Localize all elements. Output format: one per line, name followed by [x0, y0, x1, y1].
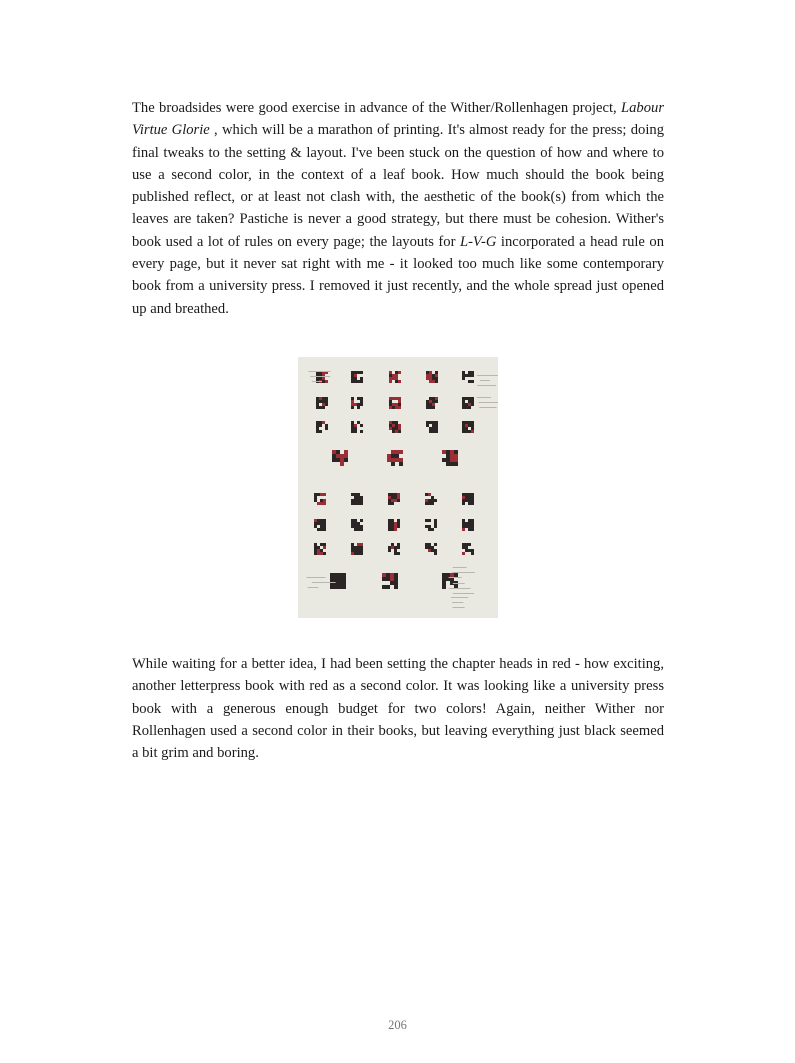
pencil-note	[449, 577, 462, 578]
layout-thumbnail	[314, 543, 326, 555]
layout-thumbnail	[330, 573, 346, 589]
layout-thumbnail	[351, 519, 363, 531]
layout-thumbnail	[382, 573, 398, 589]
paragraph-2-text: While waiting for a better idea, I had been setting the chapter heads in red - how exciting, another letterpress book with red as a second color. It was looking like a university press book with a generous enough budget for two colors! Again, neither Wither nor Rollenhagen used a second color in their books, but leaving everything just black seemed a bit grim and boring.	[132, 656, 664, 762]
layout-thumbnail	[351, 371, 363, 383]
layout-thumbnail	[426, 371, 438, 383]
paragraph-1-text-a: The broadsides were good exercise in advance of the Wither/Rollenhagen project,	[132, 100, 622, 116]
paragraph-2	[132, 653, 664, 764]
layout-thumbnail	[462, 493, 474, 505]
layout-thumbnail	[388, 543, 400, 555]
pencil-note	[449, 588, 471, 589]
layout-thumbnail	[462, 421, 474, 433]
paragraph-1-text-c: incorporated a head rule on every page, but it never sat right with me - it looked too much like some contemporary book from a university press. I removed it just recently, and the whole spread just opened up and breathed.	[132, 233, 664, 317]
pencil-note	[308, 371, 330, 372]
layout-thumbnail	[387, 450, 403, 466]
layout-thumbnail	[351, 543, 363, 555]
pencil-note	[477, 385, 496, 386]
layout-thumbnail	[425, 493, 437, 505]
layout-thumbnail	[351, 493, 363, 505]
pencil-note	[310, 376, 330, 377]
page-number: 206	[388, 1018, 407, 1032]
pencil-note	[452, 572, 475, 573]
layout-thumbnail	[314, 493, 326, 505]
layout-thumbnail	[442, 450, 458, 466]
pencil-note	[312, 582, 336, 583]
layout-thumbnail	[332, 450, 348, 466]
book-title-lvg: L-V-G	[459, 233, 497, 250]
pencil-note	[479, 407, 496, 408]
pencil-note	[312, 381, 322, 382]
layout-thumbnail	[425, 519, 437, 531]
layout-sheet-photo-image	[298, 357, 498, 618]
layout-thumbnail	[462, 543, 474, 555]
layout-thumbnail	[462, 371, 474, 383]
layout-thumbnail	[351, 397, 363, 409]
paragraph-1-text-b: , which will be a marathon of printing. It's almost ready for the press; doing final tweaks to the setting & layout. I've been stuck on the question of how and where to use a second color, in the context of a leaf book. How much should the book being published reflect, or at least not clash with, the aesthetic of the book(s) from which the leaves are taken? Pastiche is never a good strategy, but there must be cohesion. Wither's book used a lot of rules on every page; the layouts for	[132, 122, 664, 250]
layout-thumbnail	[426, 421, 438, 433]
pencil-note	[477, 397, 491, 398]
pencil-note	[308, 587, 319, 588]
pencil-note	[453, 593, 474, 594]
layout-thumbnail	[316, 421, 328, 433]
pencil-note	[307, 577, 326, 578]
pencil-note	[453, 567, 467, 568]
pencil-note	[451, 597, 468, 598]
layout-thumbnail	[389, 397, 401, 409]
layout-thumbnail	[316, 397, 328, 409]
layout-thumbnail	[388, 519, 400, 531]
layout-thumbnail	[442, 573, 458, 589]
paragraph-1	[132, 97, 664, 320]
layout-thumbnail	[351, 421, 363, 433]
layout-thumbnail	[389, 421, 401, 433]
pencil-note	[480, 380, 490, 381]
pencil-note	[452, 602, 463, 603]
layout-thumbnail	[425, 543, 437, 555]
pencil-note	[453, 583, 465, 584]
pencil-note	[479, 402, 498, 403]
layout-thumbnail	[389, 371, 401, 383]
layout-sheet-photo	[298, 357, 498, 618]
layout-thumbnail	[314, 519, 326, 531]
book-title-labour-virtue-glorie: Labour Virtue Glorie	[132, 100, 664, 139]
layout-thumbnail	[426, 397, 438, 409]
layout-thumbnail	[462, 519, 474, 531]
pencil-note	[452, 607, 464, 608]
pencil-note	[477, 375, 498, 376]
layout-thumbnail	[388, 493, 400, 505]
layout-thumbnail	[462, 397, 474, 409]
